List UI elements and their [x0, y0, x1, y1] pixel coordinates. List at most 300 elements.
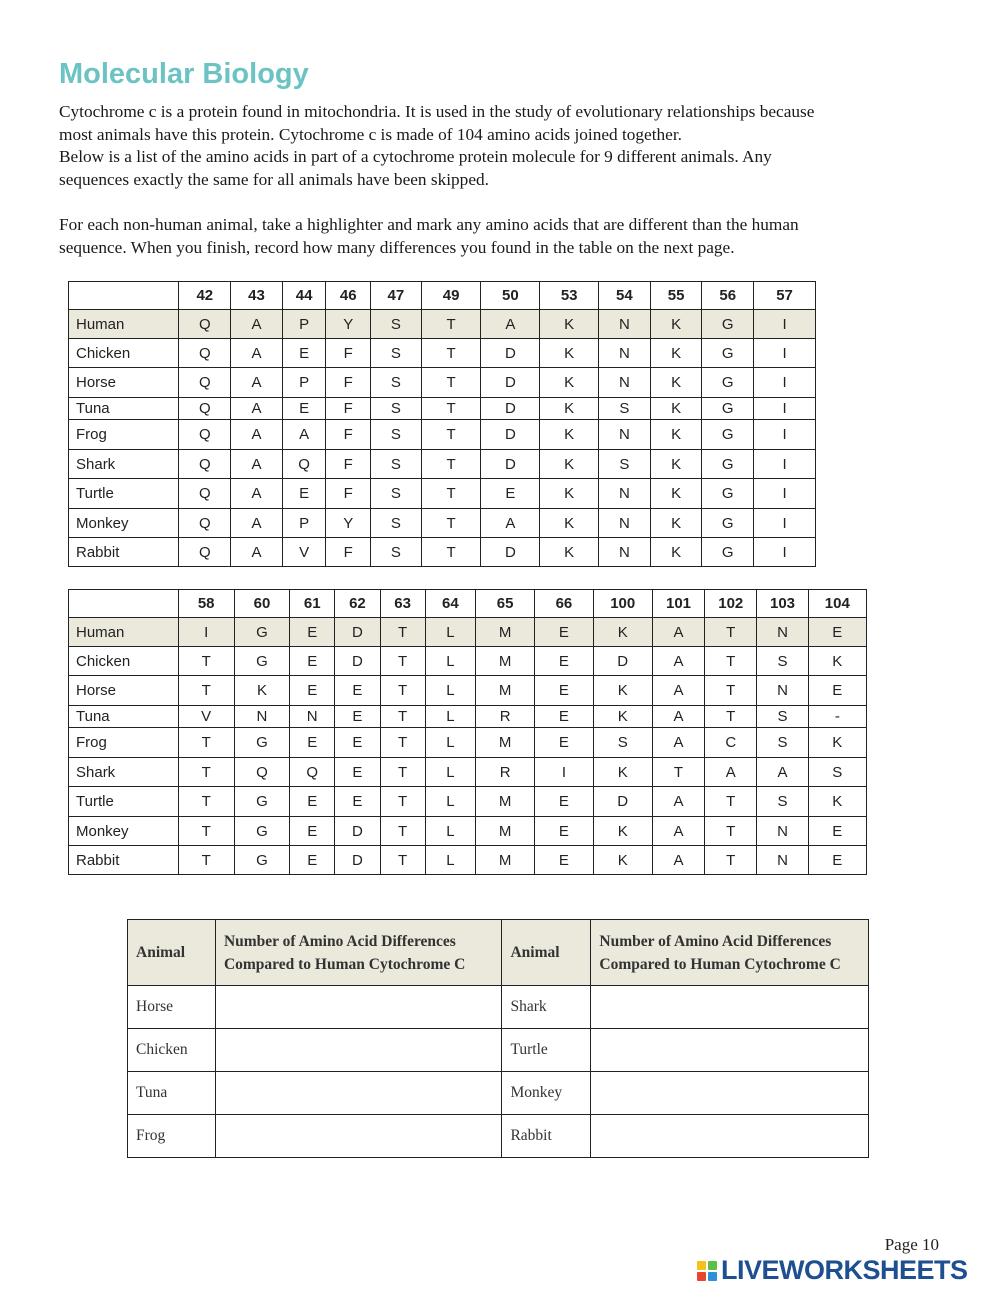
amino-acid-cell[interactable]: M: [476, 676, 535, 706]
amino-acid-cell[interactable]: A: [231, 398, 283, 420]
amino-acid-cell: T: [421, 310, 481, 339]
amino-acid-cell[interactable]: A: [481, 509, 540, 538]
amino-acid-cell[interactable]: T: [421, 398, 481, 420]
differences-row: [128, 1029, 869, 1072]
amino-acid-cell[interactable]: N: [599, 420, 651, 450]
amino-acid-cell[interactable]: T: [380, 817, 425, 846]
position-number: 100: [593, 590, 652, 618]
liveworksheets-icon: [697, 1261, 717, 1281]
amino-acid-cell[interactable]: E: [282, 479, 326, 509]
animal-name: Shark: [502, 986, 591, 1029]
amino-acid-cell: G: [702, 310, 754, 339]
amino-acid-cell: A: [231, 310, 283, 339]
amino-acid-cell[interactable]: A: [705, 758, 757, 787]
amino-acid-cell[interactable]: T: [421, 368, 481, 398]
animal-name: Horse: [69, 368, 179, 398]
header-differences: [591, 920, 869, 986]
amino-acid-cell[interactable]: E: [535, 817, 593, 846]
sequence-row-shark: [69, 450, 816, 479]
amino-acid-cell[interactable]: T: [178, 676, 234, 706]
intro-line: Below is a list of the amino acids in part of a cytochrome protein molecule for 9 different animals. Any: [59, 147, 772, 167]
amino-acid-cell[interactable]: P: [282, 368, 326, 398]
amino-acid-cell[interactable]: N: [599, 538, 651, 567]
amino-acid-cell[interactable]: Y: [326, 509, 371, 538]
amino-acid-cell[interactable]: -: [808, 706, 866, 728]
amino-acid-cell[interactable]: A: [652, 706, 704, 728]
animal-name: Tuna: [69, 706, 179, 728]
amino-acid-cell[interactable]: Q: [179, 398, 231, 420]
amino-acid-cell[interactable]: Q: [179, 339, 231, 368]
amino-acid-cell[interactable]: K: [650, 509, 702, 538]
amino-acid-cell: I: [178, 618, 234, 647]
amino-acid-cell[interactable]: T: [380, 758, 425, 787]
amino-acid-cell[interactable]: Q: [234, 758, 289, 787]
amino-acid-cell[interactable]: M: [476, 846, 535, 875]
amino-acid-cell[interactable]: V: [282, 538, 326, 567]
amino-acid-cell[interactable]: K: [650, 538, 702, 567]
amino-acid-cell[interactable]: F: [326, 479, 371, 509]
amino-acid-cell: T: [380, 618, 425, 647]
amino-acid-cell: E: [290, 618, 335, 647]
amino-acid-cell[interactable]: G: [234, 787, 289, 817]
amino-acid-cell[interactable]: S: [599, 398, 651, 420]
animal-name: Frog: [128, 1115, 216, 1158]
amino-acid-cell[interactable]: A: [231, 450, 283, 479]
amino-acid-cell[interactable]: T: [421, 509, 481, 538]
animal-name: Shark: [69, 758, 179, 787]
sequence-row-chicken: [69, 647, 867, 676]
amino-acid-cell[interactable]: K: [540, 509, 599, 538]
animal-name: Frog: [69, 728, 179, 758]
amino-acid-cell[interactable]: T: [178, 758, 234, 787]
amino-acid-cell[interactable]: I: [535, 758, 593, 787]
amino-acid-cell[interactable]: S: [757, 706, 808, 728]
amino-acid-cell[interactable]: L: [425, 706, 475, 728]
amino-acid-cell[interactable]: D: [481, 450, 540, 479]
amino-acid-cell: D: [335, 618, 380, 647]
position-header-row: [69, 590, 867, 618]
amino-acid-cell[interactable]: E: [335, 758, 380, 787]
animal-name: Chicken: [69, 339, 179, 368]
animal-name: Turtle: [69, 479, 179, 509]
position-number: 44: [282, 282, 326, 310]
page-number: Page 10: [884, 1235, 939, 1254]
amino-acid-cell[interactable]: G: [702, 509, 754, 538]
position-number: 53: [540, 282, 599, 310]
amino-acid-cell[interactable]: N: [599, 368, 651, 398]
answer-cell[interactable]: [215, 1115, 502, 1158]
amino-acid-cell[interactable]: D: [593, 647, 652, 676]
amino-acid-cell[interactable]: F: [326, 368, 371, 398]
amino-acid-cell[interactable]: A: [231, 368, 283, 398]
amino-acid-cell[interactable]: E: [535, 647, 593, 676]
animal-name: Monkey: [69, 509, 179, 538]
amino-acid-cell[interactable]: K: [540, 398, 599, 420]
amino-acid-cell[interactable]: K: [650, 479, 702, 509]
amino-acid-cell[interactable]: M: [476, 728, 535, 758]
amino-acid-cell[interactable]: I: [754, 339, 816, 368]
amino-acid-cell[interactable]: N: [290, 706, 335, 728]
header-differences: [215, 920, 502, 986]
amino-acid-cell[interactable]: I: [754, 368, 816, 398]
amino-acid-cell[interactable]: T: [178, 846, 234, 875]
amino-acid-table-1: [68, 281, 816, 567]
amino-acid-cell[interactable]: E: [481, 479, 540, 509]
amino-acid-cell[interactable]: E: [282, 398, 326, 420]
amino-acid-cell[interactable]: F: [326, 420, 371, 450]
amino-acid-cell[interactable]: G: [702, 450, 754, 479]
amino-acid-cell[interactable]: D: [335, 846, 380, 875]
amino-acid-cell[interactable]: E: [535, 676, 593, 706]
amino-acid-cell[interactable]: Q: [179, 420, 231, 450]
amino-acid-cell[interactable]: K: [540, 368, 599, 398]
amino-acid-cell[interactable]: A: [652, 728, 704, 758]
answer-cell[interactable]: [591, 1072, 869, 1115]
amino-acid-cell[interactable]: K: [808, 647, 866, 676]
position-number: 50: [481, 282, 540, 310]
amino-acid-cell[interactable]: A: [652, 647, 704, 676]
amino-acid-cell[interactable]: D: [481, 398, 540, 420]
amino-acid-cell[interactable]: E: [290, 676, 335, 706]
amino-acid-cell[interactable]: E: [535, 846, 593, 875]
amino-acid-cell[interactable]: M: [476, 647, 535, 676]
amino-acid-cell[interactable]: A: [652, 676, 704, 706]
amino-acid-cell[interactable]: Q: [290, 758, 335, 787]
amino-acid-cell[interactable]: N: [599, 479, 651, 509]
amino-acid-cell: S: [371, 310, 422, 339]
amino-acid-cell[interactable]: K: [540, 479, 599, 509]
position-number: 56: [702, 282, 754, 310]
amino-acid-cell[interactable]: L: [425, 787, 475, 817]
header-animal: Animal: [502, 920, 591, 986]
amino-acid-cell[interactable]: A: [652, 846, 704, 875]
amino-acid-cell[interactable]: K: [593, 676, 652, 706]
amino-acid-cell[interactable]: T: [421, 339, 481, 368]
position-number: 55: [650, 282, 702, 310]
amino-acid-cell[interactable]: E: [290, 846, 335, 875]
amino-acid-cell[interactable]: S: [757, 787, 808, 817]
amino-acid-cell[interactable]: K: [650, 450, 702, 479]
amino-acid-cell[interactable]: E: [808, 676, 866, 706]
amino-acid-cell[interactable]: N: [234, 706, 289, 728]
amino-acid-cell[interactable]: T: [421, 450, 481, 479]
amino-acid-cell[interactable]: G: [702, 479, 754, 509]
animal-name: Shark: [69, 450, 179, 479]
amino-acid-cell[interactable]: K: [593, 706, 652, 728]
amino-acid-cell[interactable]: A: [282, 420, 326, 450]
page-title: Molecular Biology: [59, 58, 309, 90]
sequence-row-monkey: [69, 509, 816, 538]
amino-acid-cell[interactable]: N: [757, 846, 808, 875]
position-number: 57: [754, 282, 816, 310]
amino-acid-cell: E: [535, 618, 593, 647]
position-number: 54: [599, 282, 651, 310]
animal-name: Horse: [69, 676, 179, 706]
animal-name: Human: [69, 310, 179, 339]
amino-acid-cell[interactable]: E: [535, 787, 593, 817]
amino-acid-cell[interactable]: T: [178, 728, 234, 758]
amino-acid-cell[interactable]: S: [371, 538, 422, 567]
position-number: 46: [326, 282, 371, 310]
amino-acid-cell[interactable]: E: [282, 339, 326, 368]
amino-acid-cell[interactable]: I: [754, 420, 816, 450]
amino-acid-cell[interactable]: L: [425, 758, 475, 787]
amino-acid-cell[interactable]: L: [425, 676, 475, 706]
amino-acid-cell[interactable]: A: [757, 758, 808, 787]
amino-acid-cell[interactable]: E: [290, 817, 335, 846]
amino-acid-cell[interactable]: I: [754, 479, 816, 509]
position-number: 101: [652, 590, 704, 618]
amino-acid-cell[interactable]: G: [702, 368, 754, 398]
amino-acid-cell[interactable]: T: [705, 647, 757, 676]
amino-acid-cell[interactable]: L: [425, 846, 475, 875]
amino-acid-cell[interactable]: L: [425, 647, 475, 676]
amino-acid-cell[interactable]: Q: [179, 479, 231, 509]
amino-acid-cell[interactable]: K: [540, 339, 599, 368]
amino-acid-cell[interactable]: S: [371, 368, 422, 398]
amino-acid-cell[interactable]: K: [593, 846, 652, 875]
amino-acid-cell[interactable]: G: [234, 647, 289, 676]
amino-acid-cell[interactable]: E: [335, 676, 380, 706]
amino-acid-cell[interactable]: I: [754, 538, 816, 567]
amino-acid-cell[interactable]: D: [481, 420, 540, 450]
amino-acid-cell[interactable]: T: [421, 479, 481, 509]
amino-acid-cell[interactable]: A: [652, 817, 704, 846]
amino-acid-cell[interactable]: A: [231, 479, 283, 509]
amino-acid-cell[interactable]: D: [481, 339, 540, 368]
amino-acid-cell[interactable]: E: [535, 706, 593, 728]
amino-acid-cell[interactable]: Q: [179, 368, 231, 398]
sequence-row-monkey: [69, 817, 867, 846]
amino-acid-cell[interactable]: P: [282, 509, 326, 538]
differences-row: [128, 1072, 869, 1115]
amino-acid-cell[interactable]: E: [335, 787, 380, 817]
amino-acid-cell: E: [808, 618, 866, 647]
header-blank-cell: [69, 282, 179, 310]
sequence-row-rabbit: [69, 846, 867, 875]
amino-acid-cell[interactable]: D: [481, 368, 540, 398]
amino-acid-cell[interactable]: E: [808, 846, 866, 875]
amino-acid-cell[interactable]: D: [335, 647, 380, 676]
amino-acid-cell[interactable]: T: [380, 787, 425, 817]
answer-cell[interactable]: [591, 1029, 869, 1072]
position-number: 47: [371, 282, 422, 310]
amino-acid-cell[interactable]: E: [535, 728, 593, 758]
amino-acid-cell[interactable]: K: [234, 676, 289, 706]
amino-acid-cell[interactable]: E: [290, 787, 335, 817]
amino-acid-cell[interactable]: G: [234, 728, 289, 758]
amino-acid-table-2: [68, 589, 867, 875]
position-number: 60: [234, 590, 289, 618]
answer-cell[interactable]: [215, 1072, 502, 1115]
amino-acid-cell[interactable]: T: [380, 706, 425, 728]
amino-acid-cell[interactable]: A: [231, 509, 283, 538]
amino-acid-cell[interactable]: T: [380, 728, 425, 758]
position-number: 64: [425, 590, 475, 618]
amino-acid-cell[interactable]: K: [808, 728, 866, 758]
amino-acid-cell[interactable]: T: [178, 647, 234, 676]
amino-acid-cell: I: [754, 310, 816, 339]
amino-acid-cell[interactable]: E: [808, 817, 866, 846]
amino-acid-cell[interactable]: K: [593, 758, 652, 787]
amino-acid-cell[interactable]: T: [652, 758, 704, 787]
instruction-line: sequence. When you finish, record how many differences you found in the table on the next page.: [59, 237, 735, 257]
amino-acid-cell[interactable]: D: [481, 538, 540, 567]
amino-acid-cell[interactable]: D: [335, 817, 380, 846]
sequence-row-horse: [69, 676, 867, 706]
amino-acid-cell[interactable]: L: [425, 817, 475, 846]
header-differences-line: Number of Amino Acid Differences: [599, 932, 832, 950]
answer-cell[interactable]: [215, 1029, 502, 1072]
amino-acid-cell[interactable]: S: [371, 450, 422, 479]
amino-acid-cell[interactable]: C: [705, 728, 757, 758]
amino-acid-cell[interactable]: M: [476, 787, 535, 817]
amino-acid-cell[interactable]: M: [476, 817, 535, 846]
amino-acid-cell[interactable]: S: [371, 509, 422, 538]
amino-acid-cell[interactable]: K: [650, 420, 702, 450]
sequence-row-human: [69, 618, 867, 647]
position-number: 103: [757, 590, 808, 618]
amino-acid-cell[interactable]: T: [705, 787, 757, 817]
sequence-row-turtle: [69, 479, 816, 509]
differences-row: [128, 986, 869, 1029]
amino-acid-cell[interactable]: A: [231, 538, 283, 567]
answer-cell[interactable]: [215, 986, 502, 1029]
intro-line: sequences exactly the same for all animals have been skipped.: [59, 170, 489, 190]
amino-acid-cell[interactable]: Q: [179, 450, 231, 479]
amino-acid-cell[interactable]: E: [290, 647, 335, 676]
amino-acid-cell: N: [599, 310, 651, 339]
amino-acid-cell[interactable]: N: [599, 509, 651, 538]
amino-acid-cell[interactable]: N: [599, 339, 651, 368]
amino-acid-cell[interactable]: F: [326, 538, 371, 567]
amino-acid-cell[interactable]: K: [650, 339, 702, 368]
amino-acid-cell[interactable]: S: [371, 339, 422, 368]
amino-acid-cell[interactable]: S: [371, 420, 422, 450]
amino-acid-cell[interactable]: E: [290, 728, 335, 758]
amino-acid-cell[interactable]: K: [540, 450, 599, 479]
amino-acid-cell[interactable]: Q: [179, 509, 231, 538]
amino-acid-cell[interactable]: I: [754, 450, 816, 479]
amino-acid-cell[interactable]: T: [705, 676, 757, 706]
position-number: 42: [179, 282, 231, 310]
position-number: 66: [535, 590, 593, 618]
amino-acid-cell[interactable]: Q: [179, 538, 231, 567]
amino-acid-cell[interactable]: K: [540, 538, 599, 567]
amino-acid-cell[interactable]: T: [380, 846, 425, 875]
amino-acid-cell[interactable]: T: [178, 787, 234, 817]
amino-acid-cell[interactable]: G: [234, 846, 289, 875]
position-number: 61: [290, 590, 335, 618]
position-header-row: [69, 282, 816, 310]
amino-acid-cell[interactable]: T: [421, 538, 481, 567]
amino-acid-cell[interactable]: R: [476, 758, 535, 787]
amino-acid-cell[interactable]: G: [234, 817, 289, 846]
amino-acid-cell[interactable]: T: [380, 647, 425, 676]
amino-acid-cell[interactable]: F: [326, 398, 371, 420]
amino-acid-cell[interactable]: D: [593, 787, 652, 817]
header-differences-line: Number of Amino Acid Differences: [223, 932, 456, 950]
answer-cell[interactable]: [591, 986, 869, 1029]
amino-acid-cell[interactable]: T: [705, 846, 757, 875]
amino-acid-cell: P: [282, 310, 326, 339]
amino-acid-cell[interactable]: T: [178, 817, 234, 846]
amino-acid-cell[interactable]: S: [757, 647, 808, 676]
amino-acid-cell[interactable]: G: [702, 420, 754, 450]
amino-acid-cell[interactable]: N: [757, 817, 808, 846]
animal-name: Tuna: [69, 398, 179, 420]
amino-acid-cell[interactable]: T: [705, 706, 757, 728]
amino-acid-cell[interactable]: V: [178, 706, 234, 728]
amino-acid-cell[interactable]: S: [808, 758, 866, 787]
amino-acid-cell[interactable]: K: [540, 420, 599, 450]
amino-acid-cell[interactable]: N: [757, 676, 808, 706]
amino-acid-cell[interactable]: S: [371, 479, 422, 509]
header-blank-cell: [69, 590, 179, 618]
amino-acid-cell: K: [540, 310, 599, 339]
amino-acid-cell[interactable]: K: [808, 787, 866, 817]
amino-acid-cell[interactable]: T: [421, 420, 481, 450]
amino-acid-cell[interactable]: I: [754, 509, 816, 538]
amino-acid-cell[interactable]: L: [425, 728, 475, 758]
liveworksheets-logo: [697, 1255, 968, 1286]
position-number: 104: [808, 590, 866, 618]
answer-cell[interactable]: [591, 1115, 869, 1158]
header-differences-line: Compared to Human Cytochrome C: [223, 955, 466, 973]
amino-acid-cell[interactable]: G: [702, 398, 754, 420]
amino-acid-cell[interactable]: G: [702, 538, 754, 567]
amino-acid-cell: Q: [179, 310, 231, 339]
amino-acid-cell[interactable]: R: [476, 706, 535, 728]
amino-acid-cell[interactable]: G: [702, 339, 754, 368]
amino-acid-cell[interactable]: T: [380, 676, 425, 706]
amino-acid-cell: K: [593, 618, 652, 647]
amino-acid-cell[interactable]: F: [326, 339, 371, 368]
amino-acid-cell[interactable]: I: [754, 398, 816, 420]
sequence-row-horse: [69, 368, 816, 398]
intro-line: most animals have this protein. Cytochrome c is made of 104 amino acids joined together.: [59, 124, 682, 144]
amino-acid-cell[interactable]: A: [231, 339, 283, 368]
amino-acid-cell[interactable]: S: [593, 728, 652, 758]
position-number: 102: [705, 590, 757, 618]
amino-acid-cell[interactable]: A: [652, 787, 704, 817]
amino-acid-cell[interactable]: S: [599, 450, 651, 479]
amino-acid-cell[interactable]: K: [650, 368, 702, 398]
sequence-row-shark: [69, 758, 867, 787]
amino-acid-cell[interactable]: E: [335, 728, 380, 758]
amino-acid-cell: G: [234, 618, 289, 647]
sequence-row-tuna: [69, 398, 816, 420]
amino-acid-cell[interactable]: Q: [282, 450, 326, 479]
header-differences-line: Compared to Human Cytochrome C: [599, 955, 841, 973]
animal-name: Turtle: [502, 1029, 591, 1072]
amino-acid-cell[interactable]: S: [371, 398, 422, 420]
amino-acid-cell: L: [425, 618, 475, 647]
differences-table: [127, 919, 869, 1158]
amino-acid-cell[interactable]: F: [326, 450, 371, 479]
amino-acid-cell[interactable]: E: [335, 706, 380, 728]
amino-acid-cell: T: [705, 618, 757, 647]
amino-acid-cell[interactable]: A: [231, 420, 283, 450]
amino-acid-cell[interactable]: T: [705, 817, 757, 846]
brand-name: LIVEWORKSHEETS: [721, 1255, 968, 1285]
intro-line: Cytochrome c is a protein found in mitochondria. It is used in the study of evolutionary relationships because: [59, 102, 815, 121]
amino-acid-cell[interactable]: S: [757, 728, 808, 758]
amino-acid-cell[interactable]: K: [650, 398, 702, 420]
amino-acid-cell[interactable]: K: [593, 817, 652, 846]
animal-name: Rabbit: [502, 1115, 591, 1158]
sequence-row-tuna: [69, 706, 867, 728]
